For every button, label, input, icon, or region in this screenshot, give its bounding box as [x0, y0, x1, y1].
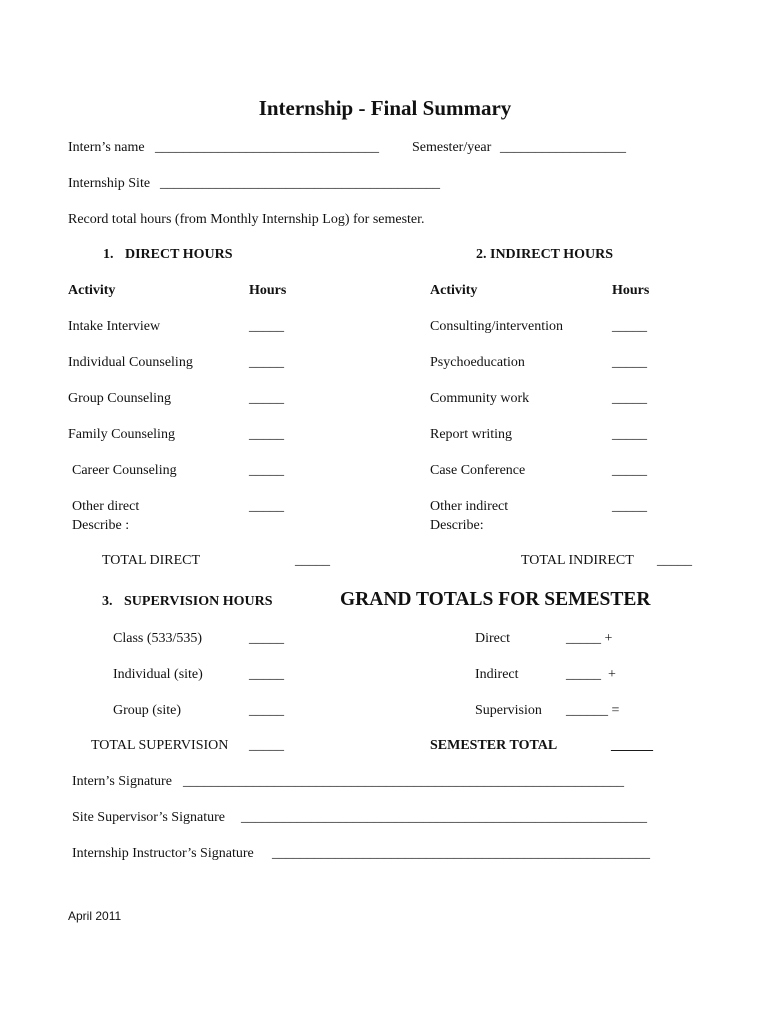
direct-hours-heading: DIRECT HOURS	[125, 247, 233, 262]
direct-hours-field[interactable]: _____	[249, 355, 284, 370]
grand-indirect-label: Indirect	[475, 667, 519, 682]
direct-col-activity: Activity	[68, 283, 116, 298]
semester-total-label: SEMESTER TOTAL	[430, 738, 558, 753]
direct-activity: Other direct	[72, 499, 140, 514]
direct-activity-describe: Describe :	[72, 518, 130, 533]
direct-activity: Individual Counseling	[68, 355, 193, 370]
direct-col-hours: Hours	[249, 283, 287, 298]
grand-direct-field[interactable]: _____ +	[566, 631, 613, 646]
total-supervision-label: TOTAL SUPERVISION	[91, 738, 229, 753]
indirect-col-activity: Activity	[430, 283, 478, 298]
supervision-activity: Class (533/535)	[113, 631, 203, 646]
total-indirect-label: TOTAL INDIRECT	[521, 553, 634, 568]
semester-year-label: Semester/year	[412, 140, 492, 155]
supervision-heading: SUPERVISION HOURS	[124, 594, 273, 609]
indirect-activity: Case Conference	[430, 463, 526, 478]
instruction-text: Record total hours (from Monthly Internship Log) for semester.	[68, 212, 425, 227]
site-supervisor-signature-label: Site Supervisor’s Signature	[72, 810, 225, 825]
intern-name-label: Intern’s name	[68, 140, 145, 155]
grand-totals-heading: GRAND TOTALS FOR SEMESTER	[340, 589, 651, 610]
grand-indirect-field[interactable]: _____ +	[566, 667, 616, 682]
grand-supervision-field[interactable]: ______ =	[566, 703, 620, 718]
indirect-activity: Report writing	[430, 427, 513, 442]
direct-activity: Career Counseling	[72, 463, 177, 478]
indirect-hours-field[interactable]: _____	[612, 499, 647, 514]
intern-signature-line[interactable]: _______________________________________________________________	[183, 774, 624, 789]
supervision-hours-field[interactable]: _____	[249, 703, 284, 718]
direct-activity: Group Counseling	[68, 391, 172, 406]
semester-year-field[interactable]: __________________	[500, 140, 626, 155]
indirect-hours-field[interactable]: _____	[612, 319, 647, 334]
supervision-hours-field[interactable]: _____	[249, 667, 284, 682]
direct-hours-field[interactable]: _____	[249, 391, 284, 406]
supervision-hours-field[interactable]: _____	[249, 631, 284, 646]
grand-direct-label: Direct	[475, 631, 510, 646]
direct-hours-field[interactable]: _____	[249, 427, 284, 442]
total-direct-label: TOTAL DIRECT	[102, 553, 201, 568]
indirect-hours-field[interactable]: _____	[612, 427, 647, 442]
direct-hours-field[interactable]: _____	[249, 499, 284, 514]
grand-supervision-label: Supervision	[475, 703, 542, 718]
indirect-col-hours: Hours	[612, 283, 650, 298]
indirect-hours-field[interactable]: _____	[612, 463, 647, 478]
supervision-heading-num: 3.	[102, 594, 113, 609]
page-title: Internship - Final Summary	[258, 96, 512, 120]
direct-activity: Intake Interview	[68, 319, 161, 334]
direct-hours-heading-num: 1.	[103, 247, 114, 262]
direct-hours-field[interactable]: _____	[249, 319, 284, 334]
indirect-activity: Psychoeducation	[430, 355, 525, 370]
total-indirect-field[interactable]: _____	[657, 553, 692, 568]
indirect-activity: Consulting/intervention	[430, 319, 563, 334]
internship-site-field[interactable]: ________________________________________	[160, 176, 440, 191]
site-supervisor-signature-line[interactable]: __________________________________________________________	[241, 810, 647, 825]
intern-signature-label: Intern’s Signature	[72, 774, 172, 789]
instructor-signature-label: Internship Instructor’s Signature	[72, 846, 254, 861]
indirect-hours-field[interactable]: _____	[612, 391, 647, 406]
supervision-activity: Individual (site)	[113, 667, 203, 682]
indirect-activity: Community work	[430, 391, 530, 406]
intern-name-field[interactable]: ________________________________	[155, 140, 379, 155]
total-supervision-field[interactable]: _____	[249, 738, 284, 753]
direct-activity: Family Counseling	[68, 427, 175, 442]
indirect-activity-describe: Describe:	[430, 518, 484, 533]
internship-site-label: Internship Site	[68, 176, 151, 191]
direct-hours-field[interactable]: _____	[249, 463, 284, 478]
indirect-activity: Other indirect	[430, 499, 509, 514]
footer-date: April 2011	[68, 909, 122, 923]
indirect-hours-field[interactable]: _____	[612, 355, 647, 370]
supervision-activity: Group (site)	[113, 703, 182, 718]
total-direct-field[interactable]: _____	[295, 553, 330, 568]
semester-total-field[interactable]: ______	[611, 738, 653, 753]
instructor-signature-line[interactable]: ______________________________________________________	[272, 846, 650, 861]
indirect-hours-heading: 2. INDIRECT HOURS	[476, 247, 614, 262]
